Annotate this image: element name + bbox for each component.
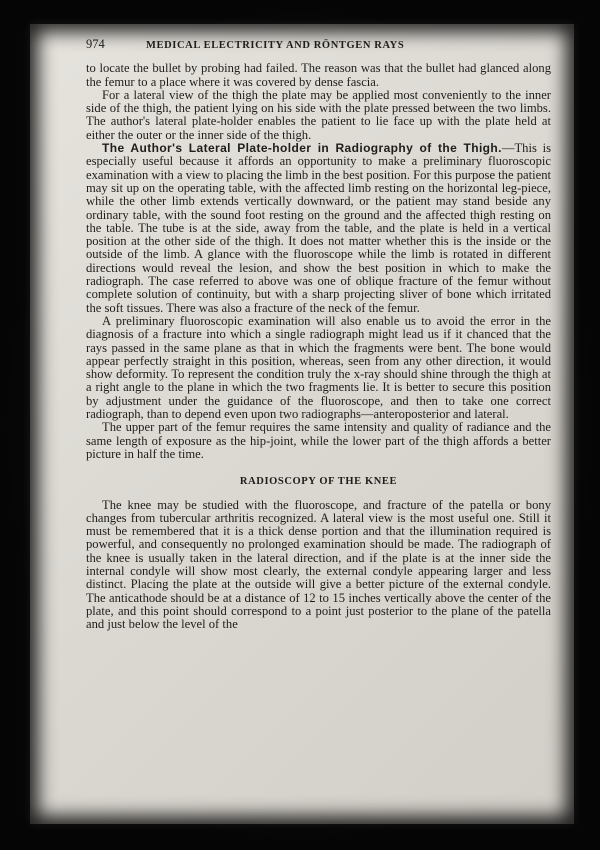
- section-heading: RADIOSCOPY OF THE KNEE: [239, 476, 398, 488]
- page-number: 974: [86, 37, 105, 51]
- page-text-block: [86, 38, 551, 631]
- paragraph-6: The knee may be studied with the fluoroscope, and fracture of the patella or bony changes from tubercular arthritis recognized. A lateral view is the most useful one. Still it must be remembered that it is a thick dense portion and that the illumination required is powerful, and consequently no prolonged examination should be made. The radiograph of the knee is usually taken in the lateral direction, and if the plate is at the inner side the internal condyle will show most clearly, the external condyle appearing larger and less distinct. Placing the plate at the outside will give a better picture of the external condyle. The anticathode should be at a distance of 12 to 15 inches vertically above the center of the plate, and this point should correspond to a point just posterior to the plane of the patella and just below the level of the: [86, 497, 551, 632]
- paragraph-3: [86, 142, 551, 315]
- paragraph-5: The upper part of the femur requires the same intensity and quality of radiance and the same length of exposure as the hip-joint, while the lower part of the thigh affords a better picture in half the time.: [86, 420, 551, 461]
- paragraph-2: For a lateral view of the thigh the plate may be applied most conveniently to the inner side of the thigh, the patient lying on his side with the plate pressed between the two limbs. The author's lateral plate-holder enables the patient to lie face up with the plate held at either the outer or the inner side of the thigh.: [86, 87, 551, 142]
- running-title: MEDICAL ELECTRICITY AND RÖNTGEN RAYS: [146, 40, 405, 51]
- subsection-heading: The Author's Lateral Plate-holder in Radiography of the Thigh.: [102, 141, 502, 156]
- paragraph-3-body: —This is especially useful because it affords an opportunity to make a preliminary fluoroscopic examination with a view to placing the limb in the best position. For this purpose the patient may sit up on the operating table, with the affected limb resting on the horizontal leg-piece, while the other limb extends vertically downward, or the patient may stand beside any ordinary table, with the sound foot resting on the ground and the affected thigh resting on the table. The tube is at the side, away from the table, and the plate is held in a vertical position at the other side of the thigh. It does not matter whether this is the inside or the outside of the limb. A glance with the fluoroscope while the limb is rotated in different directions would reveal the lesion, and show the best position in which to make the radiograph. The case referred to above was one of oblique fracture of the femur without complete solution of continuity, but with a sharp projecting sliver of bone which irritated the soft tissues. There was also a fracture of the neck of the femur.: [86, 141, 551, 315]
- book-page: [30, 24, 574, 824]
- paragraph-4: A preliminary fluoroscopic examination will also enable us to avoid the error in the diagnosis of a fracture into which a single radiograph might lead us if it chanced that the rays passed in the same plane as that in which the fragments were bent. The bone would appear perfectly straight in this position, whereas, seen from any other direction, it would show deformity. To represent the condition truly the x-ray should shine through the thigh at a right angle to the plane in which the two fragments lie. It is better to secure this position by adjustment under the guidance of the fluoroscope, and then to take one correct radiograph, than to depend even upon two radiographs—anteroposterior and lateral.: [86, 313, 551, 422]
- running-head: [86, 38, 551, 52]
- paragraph-1: to locate the bullet by probing had failed. The reason was that the bullet had glanced along the femur to a place where it was covered by dense fascia.: [86, 61, 551, 89]
